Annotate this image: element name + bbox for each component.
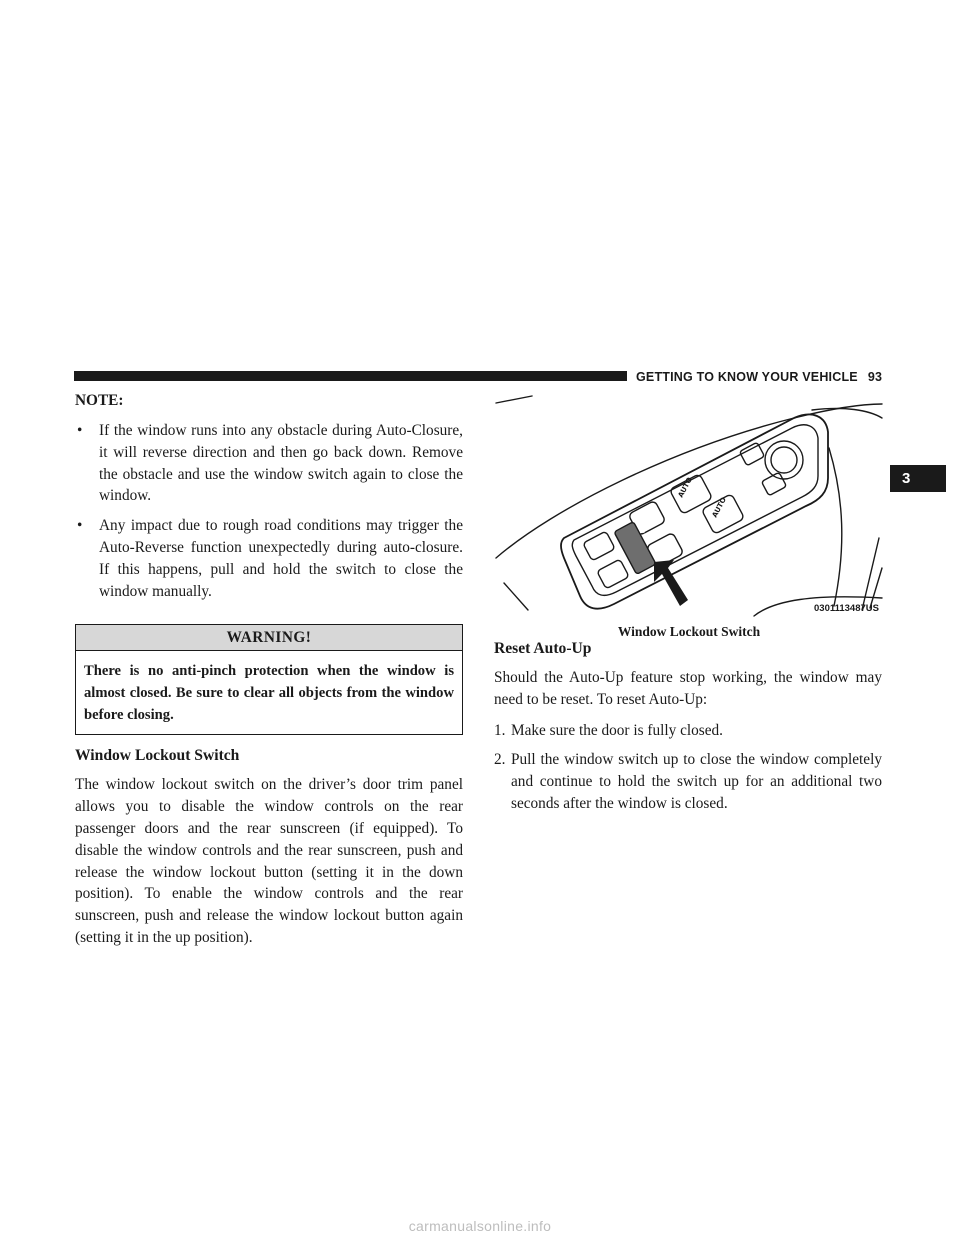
lockout-symbol: ✕ bbox=[639, 527, 646, 536]
pointer-arrow-icon bbox=[654, 560, 688, 606]
header-rule bbox=[74, 371, 627, 381]
unlock-switch bbox=[597, 559, 629, 589]
mirror-select-left bbox=[739, 442, 764, 466]
step-text: Make sure the door is fully closed. bbox=[511, 721, 723, 739]
figure-caption: Window Lockout Switch bbox=[617, 624, 761, 639]
lock-switch bbox=[583, 531, 615, 561]
note-bullet bbox=[75, 515, 463, 602]
left-column bbox=[75, 392, 463, 949]
watermark: carmanualsonline.info bbox=[408, 1218, 552, 1234]
running-header bbox=[636, 370, 882, 384]
bullet-dot: • bbox=[77, 422, 83, 439]
trim-line bbox=[812, 408, 882, 418]
page-number: 93 bbox=[867, 370, 883, 384]
trim-line bbox=[829, 448, 842, 606]
warning-title: WARNING! bbox=[76, 625, 462, 651]
note-bullet bbox=[75, 420, 463, 507]
figure-code: 0301113487US bbox=[814, 603, 879, 614]
step-number: 1. bbox=[494, 721, 506, 739]
warning-text: There is no anti-pinch protection when the window is almost closed. Be sure to clear all objects from the window before closing. bbox=[84, 663, 454, 724]
right-column bbox=[494, 640, 882, 823]
switch-bezel-inner bbox=[572, 425, 818, 596]
trim-line bbox=[504, 583, 528, 610]
bullet-dot: • bbox=[77, 517, 83, 535]
lockout-heading: Window Lockout Switch bbox=[75, 747, 240, 765]
note-bullet-text: If the window runs into any obstacle during Auto-Closure, it will reverse direction and then go back down. Remove the obstacle and use the window switch again to close the window. bbox=[99, 422, 463, 505]
reset-heading: Reset Auto-Up bbox=[494, 640, 592, 657]
trim-line bbox=[496, 396, 532, 403]
trim-line bbox=[862, 538, 879, 610]
reset-intro: Should the Auto-Up feature stop working, the window may need to be reset. To reset Auto-Up: bbox=[494, 669, 882, 708]
mirror-control-inner bbox=[771, 447, 797, 473]
warning-box bbox=[75, 624, 463, 735]
trim-line bbox=[870, 568, 882, 608]
section-title: GETTING TO KNOW YOUR VEHICLE bbox=[636, 370, 858, 384]
lockout-paragraph: The window lockout switch on the driver’s door trim panel allows you to disable the window controls on the rear passenger doors and the rear sunscreen (if equipped). To disable the window controls and the rear sunscreen, push and release the window lockout button (setting it in the down position). To enable the window controls and the rear sunscreen, push and release the window lockout button again (setting it in the up position). bbox=[75, 776, 463, 946]
reset-step bbox=[494, 720, 882, 742]
auto-label: AUTO bbox=[676, 476, 694, 499]
step-text: Pull the window switch up to close the window completely and continue to hold the switch up for an additional two seconds after the window is closed. bbox=[511, 751, 882, 812]
door-switch-illustration bbox=[494, 388, 884, 620]
note-title: NOTE: bbox=[75, 392, 124, 409]
window-lockout-figure bbox=[494, 388, 884, 620]
note-bullet-text: Any impact due to rough road conditions may trigger the Auto-Reverse function unexpectedly during auto-closure. If this happens, pull and hold the switch to close the window manually. bbox=[99, 517, 463, 600]
auto-label: AUTO bbox=[710, 496, 728, 519]
chapter-tab[interactable]: 3 bbox=[890, 465, 946, 492]
step-number: 2. bbox=[494, 751, 506, 769]
reset-step bbox=[494, 749, 882, 814]
